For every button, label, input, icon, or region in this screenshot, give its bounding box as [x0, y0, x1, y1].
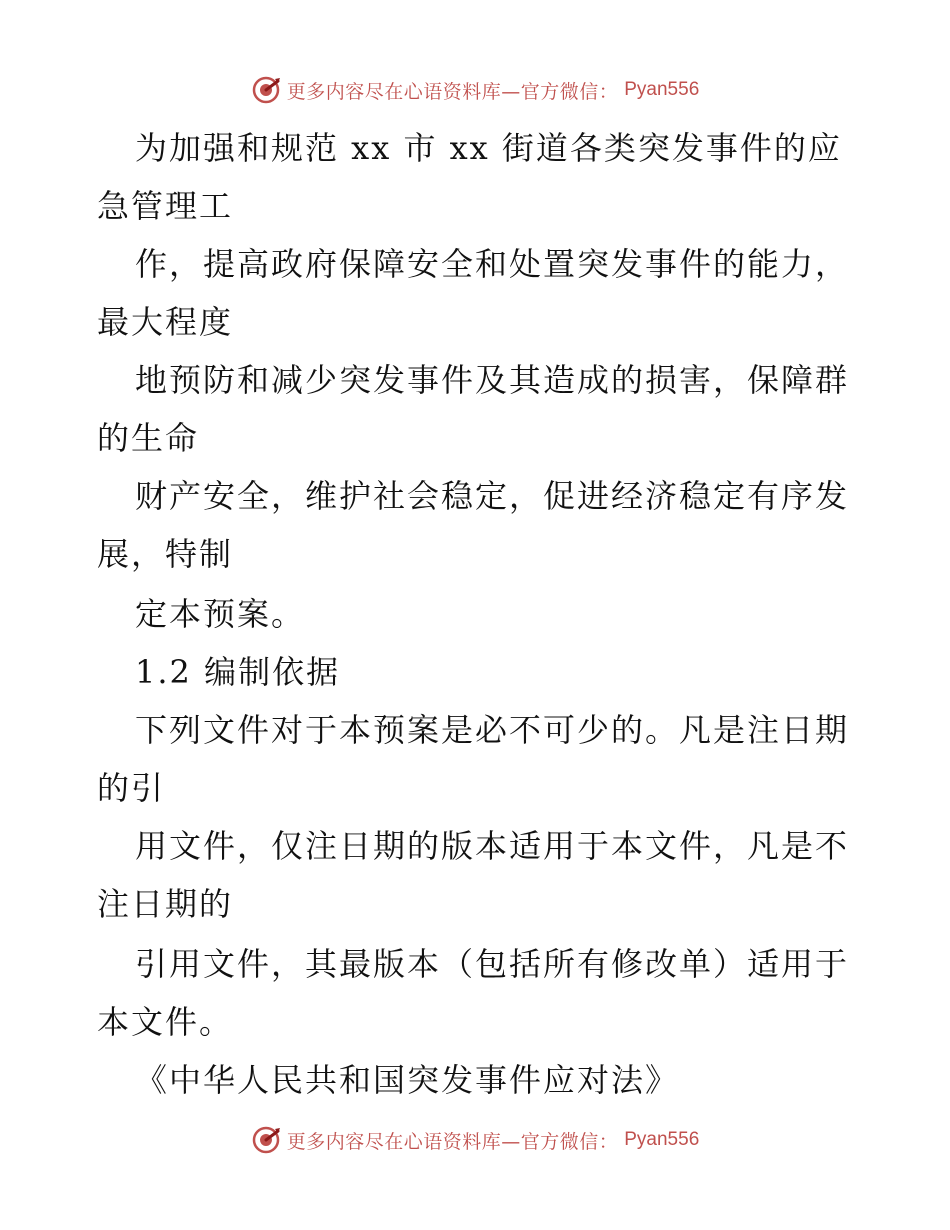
watermark-text: 更多内容尽在心语资料库—官方微信： — [286, 80, 619, 103]
body-line: 最大程度 — [97, 303, 234, 341]
body-line: 定本预案。 — [135, 595, 306, 633]
logo-icon — [251, 1125, 281, 1155]
logo-icon — [251, 75, 281, 105]
body-line: 下列文件对于本预案是必不可少的。凡是注日期 — [135, 711, 850, 749]
body-line: 的生命 — [97, 419, 200, 457]
body-line: 引用文件，其最版本（包括所有修改单）适用于 — [135, 945, 850, 983]
watermark-wechat-id: Pyan556 — [624, 79, 700, 100]
body-line: 作，提高政府保障安全和处置突发事件的能力， — [135, 245, 850, 283]
body-line: 为加强和规范 xx 市 xx 街道各类突发事件的应 — [135, 129, 842, 167]
body-line: 本文件。 — [97, 1003, 234, 1041]
body-line: 急管理工 — [97, 187, 234, 225]
body-line: 财产安全，维护社会稳定，促进经济稳定有序发 — [135, 477, 850, 515]
body-line: 展，特制 — [97, 535, 234, 573]
watermark-wechat-id: Pyan556 — [624, 1129, 700, 1150]
footer-watermark — [0, 1120, 950, 1160]
body-line: 注日期的 — [97, 885, 234, 923]
body-line: 的引 — [97, 769, 166, 807]
header-watermark — [0, 70, 950, 110]
law-title: 《中华人民共和国突发事件应对法》 — [135, 1061, 680, 1099]
body-line: 地预防和减少突发事件及其造成的损害，保障群 — [135, 361, 850, 399]
section-heading: 1.2 编制依据 — [135, 653, 341, 691]
body-line: 用文件，仅注日期的版本适用于本文件，凡是不 — [135, 827, 850, 865]
watermark-text: 更多内容尽在心语资料库—官方微信： — [286, 1130, 619, 1153]
